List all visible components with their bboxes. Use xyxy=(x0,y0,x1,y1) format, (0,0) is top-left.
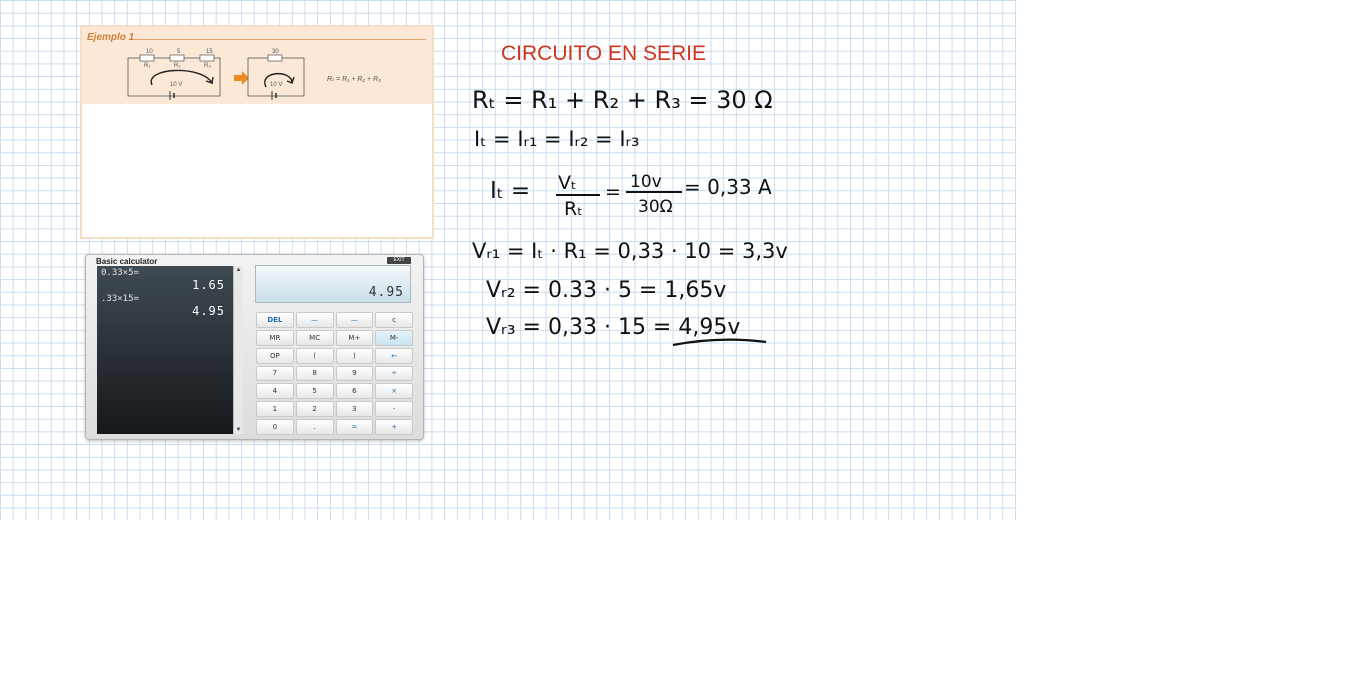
key-1[interactable]: 1 xyxy=(256,401,294,417)
note-ohms-law xyxy=(490,172,772,220)
note-fraction-numerator: 10v xyxy=(630,172,662,192)
note-current-lhs: Iₜ = xyxy=(490,178,531,204)
calculator-display xyxy=(255,265,411,303)
circuit-diagram xyxy=(82,27,432,104)
example-body xyxy=(87,107,427,233)
key-memory-clear[interactable]: MC xyxy=(296,330,334,346)
key-multiply[interactable]: × xyxy=(375,383,413,399)
key-0[interactable]: 0 xyxy=(256,419,294,435)
key-delete[interactable]: DEL xyxy=(256,312,294,328)
equivalent-resistor xyxy=(268,55,282,61)
key-open-paren[interactable]: ( xyxy=(296,348,334,364)
key-op[interactable]: OP xyxy=(256,348,294,364)
note-fraction-numerator: Vₜ xyxy=(558,172,577,194)
note-voltage-r1: Vᵣ₁ = Iₜ · R₁ = 0,33 · 10 = 3,3v xyxy=(472,239,788,263)
resistor-2-value: 5 xyxy=(177,49,181,55)
resistor-3 xyxy=(200,55,214,61)
calculator-window xyxy=(85,254,424,440)
key-blank-1[interactable]: — xyxy=(296,312,334,328)
key-5[interactable]: 5 xyxy=(296,383,334,399)
resistor-2 xyxy=(170,55,184,61)
equivalent-source-voltage: 10 V xyxy=(270,82,283,88)
key-divide[interactable]: ÷ xyxy=(375,366,413,382)
key-decimal[interactable]: . xyxy=(296,419,334,435)
resistor-1 xyxy=(140,55,154,61)
key-memory-add[interactable]: M+ xyxy=(336,330,374,346)
resistor-2-name: R₂ xyxy=(174,63,181,69)
note-current-result: = 0,33 A xyxy=(684,175,772,199)
history-panel[interactable] xyxy=(97,266,233,434)
calculator-title: Basic calculator xyxy=(96,257,158,266)
note-voltage-r3: Vᵣ₃ = 0,33 · 15 = 4,95v xyxy=(486,315,741,340)
history-scrollbar[interactable] xyxy=(233,266,243,434)
note-total-resistance: Rₜ = R₁ + R₂ + R₃ = 30 Ω xyxy=(472,86,773,114)
page-heading: CIRCUITO EN SERIE xyxy=(501,42,706,65)
key-2[interactable]: 2 xyxy=(296,401,334,417)
key-6[interactable]: 6 xyxy=(336,383,374,399)
close-button[interactable]: EXIT xyxy=(387,257,411,264)
key-memory-recall[interactable]: MR xyxy=(256,330,294,346)
scroll-up-icon[interactable]: ▲ xyxy=(235,267,242,273)
example-title: Ejemplo 1 xyxy=(87,32,135,43)
equivalent-resistor-value: 30 xyxy=(272,49,279,55)
key-equals[interactable]: = xyxy=(336,419,374,435)
key-3[interactable]: 3 xyxy=(336,401,374,417)
equivalence-formula: Rₜ = R₁ + R₂ + R₃ xyxy=(327,76,381,83)
key-clear[interactable]: c xyxy=(375,312,413,328)
scroll-down-icon[interactable]: ▼ xyxy=(235,427,242,433)
key-add[interactable]: + xyxy=(375,419,413,435)
note-fraction-denominator: 30Ω xyxy=(638,197,673,217)
resistor-1-name: R₁ xyxy=(144,63,151,69)
equivalence-arrow xyxy=(234,71,249,85)
resistor-3-name: R₃ xyxy=(204,63,211,69)
key-backspace[interactable]: ← xyxy=(375,348,413,364)
example-header xyxy=(82,27,432,104)
display-value: 4.95 xyxy=(368,285,404,300)
key-blank-2[interactable]: — xyxy=(336,312,374,328)
resistor-3-value: 15 xyxy=(206,49,213,55)
key-7[interactable]: 7 xyxy=(256,366,294,382)
history-result: 1.65 xyxy=(192,278,225,292)
key-9[interactable]: 9 xyxy=(336,366,374,382)
key-4[interactable]: 4 xyxy=(256,383,294,399)
note-voltage-r2: Vᵣ₂ = 0.33 · 5 = 1,65v xyxy=(486,278,727,303)
note-current-equality: Iₜ = Iᵣ₁ = Iᵣ₂ = Iᵣ₃ xyxy=(474,127,640,151)
note-fraction-denominator: Rₜ xyxy=(564,198,583,220)
answer-underline xyxy=(673,340,766,345)
key-8[interactable]: 8 xyxy=(296,366,334,382)
key-subtract[interactable]: - xyxy=(375,401,413,417)
key-close-paren[interactable]: ) xyxy=(336,348,374,364)
resistor-1-value: 10 xyxy=(146,49,153,55)
key-memory-subtract[interactable]: M- xyxy=(375,330,413,346)
source-voltage: 10 V xyxy=(170,82,183,88)
history-expression: 0.33×5= xyxy=(101,268,139,278)
calculator-keypad xyxy=(256,312,413,435)
history-result: 4.95 xyxy=(192,304,225,318)
history-expression: .33×15= xyxy=(101,294,139,304)
note-equals: = xyxy=(605,181,621,203)
handwritten-notes xyxy=(460,70,800,360)
example-card xyxy=(80,25,434,239)
